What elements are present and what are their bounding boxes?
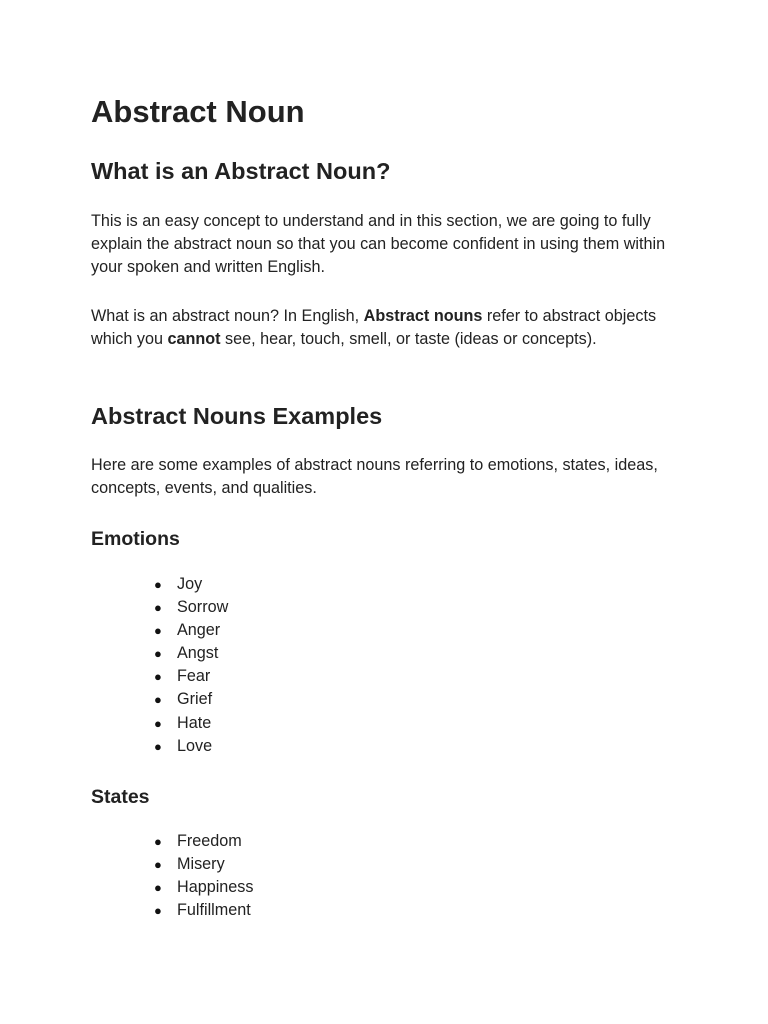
list-item-label: Freedom: [177, 832, 242, 850]
emotions-list: [91, 573, 228, 758]
intro-paragraph: This is an easy concept to understand and in this section, we are going to fully explain the abstract noun so that you can become confident in using them within your spoken and written English.: [91, 212, 666, 276]
list-item: [91, 876, 254, 899]
definition-text-3: see, hear, touch, smell, or taste (ideas or concepts).: [220, 330, 597, 348]
list-item-label: Hate: [177, 713, 212, 732]
subheading-states: States: [91, 786, 150, 808]
list-item: [91, 619, 228, 642]
bullet-icon: ●: [154, 903, 162, 919]
list-item: [91, 573, 228, 596]
list-item: [91, 712, 228, 735]
bullet-icon: ●: [154, 857, 162, 873]
list-item: [91, 596, 228, 619]
list-item-label: Fear: [177, 667, 211, 686]
states-list: [91, 830, 254, 922]
definition-text-1: What is an abstract noun? In English,: [91, 307, 364, 325]
bullet-icon: ●: [154, 834, 162, 849]
list-item: [91, 665, 228, 688]
list-item: [91, 642, 228, 665]
definition-bold-abstract-nouns: Abstract nouns: [363, 307, 483, 325]
subheading-emotions: Emotions: [91, 528, 180, 550]
bullet-icon: ●: [154, 715, 162, 731]
list-item-label: Grief: [177, 690, 213, 709]
list-item: [91, 735, 228, 758]
list-item-label: Angst: [177, 644, 219, 663]
list-item-label: Fulfillment: [177, 901, 251, 920]
list-item: [91, 853, 254, 876]
bullet-icon: ●: [154, 692, 162, 708]
list-item: [91, 688, 228, 711]
definition-paragraph: [91, 305, 691, 351]
list-item-label: Misery: [177, 855, 225, 874]
list-item: [91, 899, 254, 922]
list-item: [91, 830, 254, 853]
list-item-label: Sorrow: [177, 598, 229, 617]
examples-intro-paragraph: Here are some examples of abstract nouns referring to emotions, states, ideas, concepts, events, and qualities.: [91, 456, 658, 497]
list-item-label: Anger: [177, 621, 221, 640]
section-heading-examples: Abstract Nouns Examples: [91, 403, 383, 429]
list-item-label: Love: [177, 736, 213, 755]
bullet-icon: ●: [154, 738, 162, 754]
bullet-icon: ●: [154, 669, 162, 685]
bullet-icon: ●: [154, 577, 162, 592]
definition-bold-cannot: cannot: [167, 330, 221, 348]
bullet-icon: ●: [154, 646, 162, 662]
list-item-label: Happiness: [177, 878, 254, 897]
bullet-icon: ●: [154, 623, 162, 639]
bullet-icon: ●: [154, 880, 162, 896]
section-heading-what-is: What is an Abstract Noun?: [91, 158, 391, 184]
page-title: Abstract Noun: [91, 94, 305, 129]
list-item-label: Joy: [177, 575, 203, 593]
definition-text-2: refer to abstract objects which you: [91, 307, 657, 348]
bullet-icon: ●: [154, 600, 162, 616]
